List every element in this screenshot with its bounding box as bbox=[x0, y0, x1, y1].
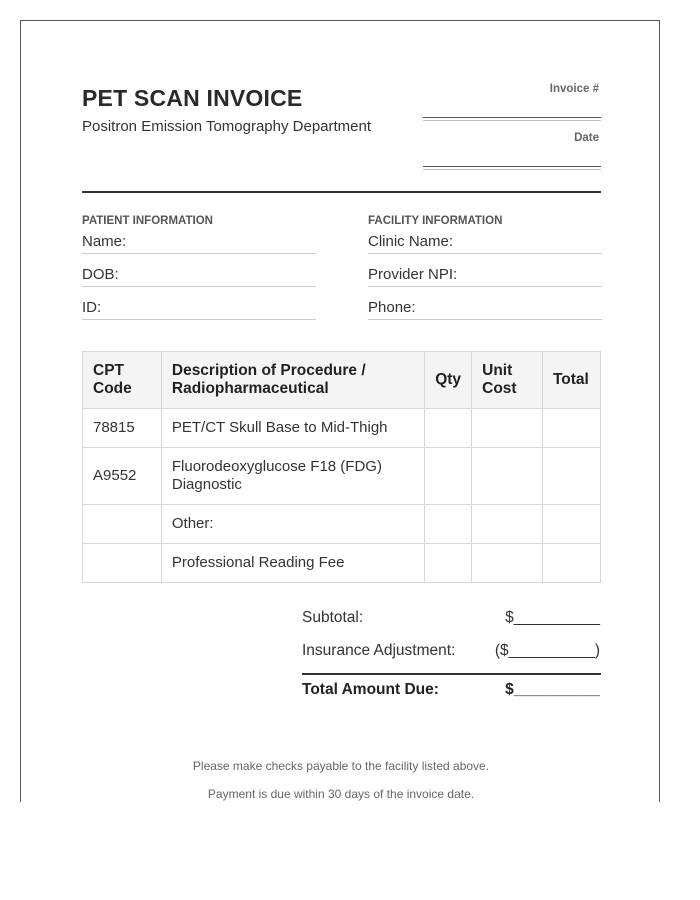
provider-npi-field[interactable] bbox=[368, 266, 602, 287]
cell-total[interactable] bbox=[542, 448, 600, 505]
cell-unit-cost[interactable] bbox=[472, 505, 543, 544]
total-due-label: Total Amount Due: bbox=[302, 681, 439, 698]
table-row bbox=[83, 544, 601, 583]
cell-code: 78815 bbox=[83, 409, 162, 448]
header-cpt-code: CPT Code bbox=[83, 352, 162, 409]
invoice-number-label: Invoice # bbox=[549, 83, 599, 95]
invoice-sheet bbox=[20, 20, 660, 802]
cell-unit-cost[interactable] bbox=[472, 544, 543, 583]
header-divider bbox=[82, 191, 601, 193]
payment-note-checks: Please make checks payable to the facility listed above. bbox=[192, 759, 490, 773]
cell-total[interactable] bbox=[542, 544, 600, 583]
cell-total[interactable] bbox=[542, 409, 600, 448]
patient-id-label: ID: bbox=[82, 299, 102, 316]
header-total: Total bbox=[542, 352, 600, 409]
payment-note-terms: Payment is due within 30 days of the invoice date. bbox=[207, 787, 475, 801]
table-row bbox=[83, 505, 601, 544]
patient-name-field[interactable] bbox=[82, 233, 316, 254]
cell-code: A9552 bbox=[83, 448, 162, 505]
table-row bbox=[83, 409, 601, 448]
cell-description: Fluorodeoxyglucose F18 (FDG) Diagnostic bbox=[161, 448, 424, 505]
cell-description: Professional Reading Fee bbox=[161, 544, 424, 583]
subtotal-label: Subtotal: bbox=[302, 609, 364, 626]
date-underline bbox=[423, 169, 601, 170]
header-description: Description of Procedure / Radiopharmaceutical bbox=[161, 352, 424, 409]
patient-name-label: Name: bbox=[82, 233, 127, 250]
phone-label: Phone: bbox=[368, 299, 416, 316]
date-field[interactable] bbox=[423, 166, 601, 167]
clinic-name-label: Clinic Name: bbox=[368, 233, 454, 250]
department-subtitle: Positron Emission Tomography Department bbox=[82, 118, 372, 135]
invoice-title: PET SCAN INVOICE bbox=[82, 85, 303, 111]
cell-description[interactable]: Other: bbox=[161, 505, 424, 544]
totals-divider bbox=[302, 673, 601, 675]
cell-code[interactable] bbox=[83, 505, 162, 544]
patient-dob-field[interactable] bbox=[82, 266, 316, 287]
cell-qty[interactable] bbox=[425, 409, 472, 448]
procedure-table bbox=[82, 351, 601, 583]
table-header-row bbox=[83, 352, 601, 409]
patient-id-field[interactable] bbox=[82, 299, 316, 320]
date-label: Date bbox=[574, 132, 599, 144]
facility-info-heading: FACILITY INFORMATION bbox=[368, 215, 503, 227]
cell-qty[interactable] bbox=[425, 448, 472, 505]
cell-unit-cost[interactable] bbox=[472, 409, 543, 448]
phone-field[interactable] bbox=[368, 299, 602, 320]
cell-total[interactable] bbox=[542, 505, 600, 544]
subtotal-value[interactable]: $__________ bbox=[505, 609, 600, 626]
patient-dob-label: DOB: bbox=[82, 266, 119, 283]
header-unit-cost: Unit Cost bbox=[472, 352, 543, 409]
cell-unit-cost[interactable] bbox=[472, 448, 543, 505]
invoice-number-field[interactable] bbox=[423, 117, 601, 118]
total-due-value[interactable]: $__________ bbox=[505, 681, 600, 698]
invoice-number-underline bbox=[423, 120, 601, 121]
insurance-adjustment-label: Insurance Adjustment: bbox=[302, 642, 456, 659]
cell-qty[interactable] bbox=[425, 544, 472, 583]
clinic-name-field[interactable] bbox=[368, 233, 602, 254]
table-row bbox=[83, 448, 601, 505]
header-qty: Qty bbox=[425, 352, 472, 409]
cell-code bbox=[83, 544, 162, 583]
insurance-adjustment-value[interactable]: ($__________) bbox=[494, 642, 600, 659]
patient-info-heading: PATIENT INFORMATION bbox=[82, 215, 213, 227]
provider-npi-label: Provider NPI: bbox=[368, 266, 458, 283]
cell-description: PET/CT Skull Base to Mid-Thigh bbox=[161, 409, 424, 448]
cell-qty[interactable] bbox=[425, 505, 472, 544]
